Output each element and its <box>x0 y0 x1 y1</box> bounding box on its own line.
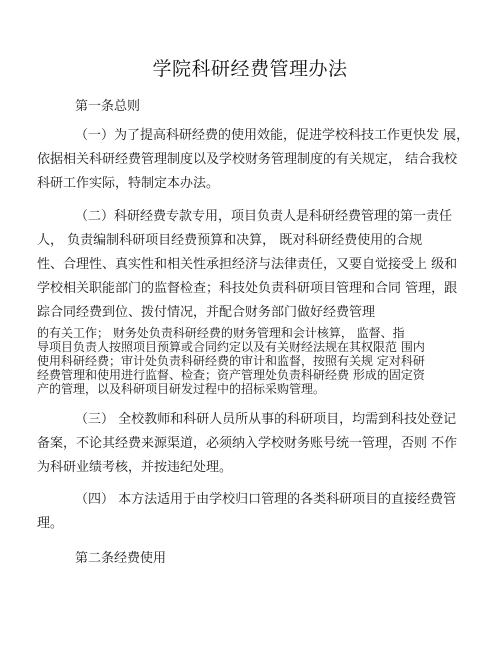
paragraph-1-line-3: 科研工作实际，特制定本办法。 <box>37 176 220 191</box>
paragraph-2-line-6: 的有关工作； 财务处负责科研经费的财务管理和会计核算， 监督、指 <box>37 326 405 340</box>
paragraph-4-line-1: （四） 本方法适用于由学校归口管理的各类科研项目的直接经费管 <box>75 492 457 507</box>
section-heading-1: 第一条总则 <box>75 99 141 114</box>
paragraph-2-line-7: 导项目负责人按照项目预算或合同约定以及有关财经法规在其权限范 围内 <box>37 340 425 354</box>
section-heading-2: 第二条经费使用 <box>75 551 167 566</box>
paragraph-1-line-2: 依据相关科研经费管理制度以及学校财务管理制度的有关规定， 结合我校 <box>37 152 458 167</box>
paragraph-2-line-10: 产的管理，以及科研项目研发过程中的招标采购管理。 <box>37 382 326 396</box>
paragraph-2-line-2: 人， 负责编制科研项目经费预算和决算， 既对科研经费使用的合规 <box>37 233 423 248</box>
paragraph-4-line-2: 理。 <box>37 516 64 531</box>
paragraph-3-line-2: 备案，不论其经费来源渠道，必须纳入学校财务账号统一管理，否则 不作 <box>37 436 458 451</box>
paragraph-2-line-8: 使用科研经费；审计处负责科研经费的审计和监督，按照有关规 定对科研 <box>37 354 425 368</box>
paragraph-2-line-9: 经费管理和使用进行监督、检查；资产管理处负责科研经费 形成的固定资 <box>37 368 425 382</box>
paragraph-3-line-1: （三） 全校教师和科研人员所从事的科研项目，均需到科技处登记 <box>75 412 457 427</box>
paragraph-2-line-4: 学校相关职能部门的监督检查；科技处负责科研项目管理和合同 管理，跟 <box>37 281 458 296</box>
paragraph-1-line-1: （一）为了提高科研经费的使用效能，促进学校科技工作更快发 展， <box>75 128 470 143</box>
document-title: 学院科研经费管理办法 <box>152 58 348 80</box>
paragraph-3-line-3: 为科研业绩考核，并按违纪处理。 <box>37 460 233 475</box>
paragraph-2-line-1: （二）科研经费专款专用，项目负责人是科研经费管理的第一责任 <box>75 209 453 224</box>
paragraph-2-line-3: 性、合理性、真实性和相关性承担经济与法律责任，又要自觉接受上 级和 <box>37 257 458 272</box>
paragraph-2-line-5: 踪合同经费到位、拨付情况，并配合财务部门做好经费管理 <box>37 305 376 320</box>
